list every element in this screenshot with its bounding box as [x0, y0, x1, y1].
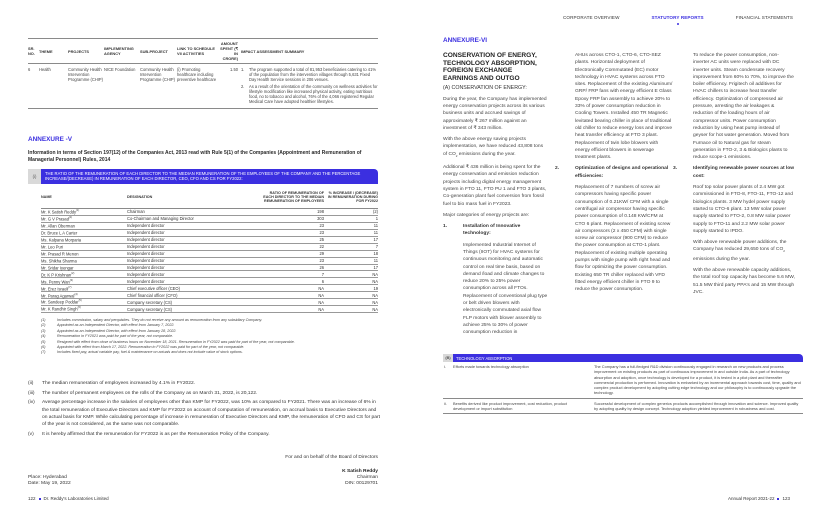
- ratio: NA: [318, 292, 324, 298]
- technology-banner: [443, 354, 803, 362]
- table-row: [41, 265, 378, 272]
- footnote: (5) Resigned with effect from close of business hours on November 18, 2021. Remuneration in FY2022 was paid for part of the year, not comparable.: [41, 339, 295, 344]
- remuneration-banner: [28, 169, 378, 184]
- remuneration-rows: [41, 209, 378, 313]
- agency: NICE Foundation: [104, 67, 136, 72]
- percent-change: 11: [373, 258, 378, 264]
- director-name: Mr. Erez Israeli$^{(7)}$: [41, 285, 72, 291]
- footer-left: [28, 496, 109, 501]
- percent-change: NA: [372, 292, 378, 298]
- amount-spent: 1.50: [230, 67, 238, 72]
- table-row: i. Efforts made towards technology absorption The Company has a full-fledged R&D division continuously engaged in research on new products and process improvement on existing products as part of continuous improvement in and outside India. As a part of technology absorption and adoption, once technology is developed for a product, it is tested in a pilot plant and thereafter commercial production is performed. Innovation is embarked by an incremental approach towards cost, time, quality and complex product development by adopting cutting edge technology and our philosophy is to continuously upgrade the technology.: [443, 362, 803, 399]
- designation: Independent director: [127, 230, 165, 236]
- banner-number: (B): [443, 354, 453, 362]
- header-link: LINK TO SCHEDULE VII ACTIVITIES: [177, 46, 215, 56]
- banner-number: (i): [28, 169, 41, 184]
- theme: Health: [39, 67, 51, 72]
- banner-text: TECHNOLOGY ABSORPTION: [453, 354, 803, 362]
- footnote: (2) Appointed as an Independent Director, with effect from January 7, 2022.: [41, 323, 175, 328]
- percent-change: 17: [373, 264, 378, 270]
- impact-summary: [241, 67, 378, 106]
- paragraph: With the above renewable capacity additions, the total roof top capacity has become 5.6 MW, 51.5 MW third party PPA's and 15 MW through JVC.: [693, 267, 795, 295]
- technology-absorption-section: [443, 354, 803, 414]
- table-row: ii. Benefits derived like product improvement, cost reduction, product development or import substitution Successful development of complex generics products accomplished through innovation and science. Improved quality by adopting quality by design concept. Technology adoption yielded improvement in robustness and cost.: [443, 399, 803, 415]
- percent-change: 17: [373, 237, 378, 243]
- table-row: [41, 285, 378, 292]
- table-row: [28, 64, 378, 108]
- column-1: [443, 52, 548, 341]
- percent-change: (2): [372, 209, 378, 215]
- disclosure-point: (iv) Average percentage increase in the salaries of employees other than KMP for FY2022, was 10% as compared to FY2021. There was an increase of 6% in the total remuneration of Executive Directors and KMP for FY2022 on account of computation of remuneration, on accrual basis to Executive Directors and on actual basis for KMP. While calculating percentage of increase in remuneration of Executive Directors and KMP, the remuneration of CFO and CS for part of the year is not considered, as the same was not comparable.: [28, 400, 380, 428]
- table-row: [41, 216, 378, 223]
- ratio: NA: [318, 299, 324, 305]
- page-number: 122: [28, 496, 36, 501]
- ratio: 7: [321, 271, 324, 277]
- header-amount: AMOUNT SPENT (₹ IN CRORE): [220, 41, 238, 61]
- director-name: Mr. Prasad R Menon: [41, 251, 79, 257]
- category-heading: 1. Installation of Innovative technology:: [443, 224, 521, 237]
- director-name: Dr. K P Krishnan$^{(2)}$: [41, 271, 75, 278]
- annexure-v-info: Information in terms of Section 197(12) of the Companies Act, 2013 read with Rule 5(1) of the Companies (Appointment and Remuneration of Managerial Personnel) Rules, 2014: [28, 150, 362, 163]
- footnote: (7) Includes fixed pay, actual variable pay, fuel & maintenance on actuals and does not include value of stock options.: [41, 350, 243, 355]
- table-row: [41, 271, 378, 278]
- header-sr-no: SR. NO.: [28, 46, 35, 56]
- director-name: Mr. Leo Puri: [41, 244, 64, 250]
- paragraph: To reduce the power consumption, non-inverter AC units were replaced with DC inverter units. Steam condensate recovery improvement from 60% to 70%, to improve the boiler efficiency. Frigitech oil additives for HVAC chillers to increase heat transfer efficiency. Optimization of compressed air pressure, arresting the air leakages & reduction of the loading hours of air compressor units. Power consumption reduction by using heat pump instead of geyser for hot water generation. Moved from Furnace oil to Natural gas for steam generation in FTO-2, 3 & Biologics plants to reduce scope-1 emissions.: [693, 53, 794, 161]
- date: Date: May 19, 2022: [28, 481, 71, 487]
- paragraph: Implemented Industrial Internet of Things (IIOT) for HVAC systems for continuous monitoring and automatic control on real time basis, based on demand /load and climate changes to reduce 20% to 25% power consumption across all FTOs. Replacement of conventional plug type or belt driven blowers with electronically commutated axial flow FLP motors with blower assembly to achieve 25% to 30% of power consumption reduction in: [463, 242, 548, 336]
- nav-financial-statements[interactable]: FINANCIAL STATEMENTS: [735, 15, 793, 20]
- subsection-heading: (A) CONSERVATION OF ENERGY:: [443, 85, 527, 92]
- footer-right: [728, 496, 790, 501]
- ratio: 6: [321, 278, 324, 284]
- header-projects: PROJECTS: [68, 48, 89, 54]
- column-2: [555, 52, 673, 298]
- director-name: Ms. Penny Wan$^{(3)}$: [41, 278, 73, 285]
- header-name: NAME: [41, 194, 52, 199]
- paragraph: Roof top solar power plants of 2.4 MW got commissioned in FTO-8, FTO-11, FTO-12 and biologics plants. 3 MW hydel power supply started to CTO-6 plant. 13 MW solar power supply started to FTO-2, 0.8 MW solar power supply to FTO-11 and 2.2 MW solar power supply started to IPDO.: [693, 185, 793, 234]
- designation: Independent director: [127, 237, 165, 243]
- csr-table: [28, 38, 378, 109]
- designation: Independent director: [127, 258, 165, 264]
- paragraph: During the year, the Company has implemented energy conservation projects across its various business units and accrued savings of approximately ₹ 267 million against an investment of ₹ 343 million.: [443, 96, 547, 131]
- disclosure-points: [28, 380, 380, 440]
- disclosure-point: (iii) The number of permanent employees on the rolls of the Company as on March 31, 2022, is 20,122.: [28, 390, 258, 396]
- director-name: Mr. K Satish Reddy$^{(1)}$: [41, 209, 80, 215]
- ratio: 23: [319, 258, 324, 264]
- category-heading: 2. Optimization of designs and operational efficiencies:: [555, 166, 669, 179]
- banner-text: THE RATIO OF THE REMUNERATION OF EACH DIRECTOR TO THE MEDIAN REMUNERATION OF THE EMPLOYEES OF THE COMPANY AND THE PERCENTAGE INCREASE/(DECREASE) IN REMUNERATION OF EACH DIRECTOR, CEO, CFO AND CS FOR FY2022:: [41, 169, 378, 184]
- designation: Company secretary (CS): [127, 306, 173, 312]
- table-row: [41, 258, 378, 265]
- director-name: Mr. K Randhir Singh$^{(6)}$: [41, 306, 81, 312]
- table-row: [41, 209, 378, 216]
- ratio: NA: [318, 306, 324, 312]
- percent-change: NA: [372, 306, 378, 312]
- paragraph: Additional ₹ 436 million is being spent for the energy conservation and emission reduction projects including digital energy management system in FTO 11, FTO PU 1 and FTO 3 plants, Co-generation plant fuel conversion from fossil fuel to bio mass fuel in FY2023.: [443, 165, 547, 207]
- designation: Chief executive officer (CEO): [127, 285, 180, 291]
- designation: Company secretary (CS): [127, 299, 173, 305]
- designation: Independent director: [127, 223, 165, 229]
- header-theme: THEME: [39, 48, 53, 54]
- header-change: % INCREASE / (DECREASE) IN REMUNERATION DURING FOR FY2022: [327, 190, 378, 203]
- remuneration-table-header: [41, 185, 378, 209]
- table-row: [41, 299, 378, 306]
- signature-block: [342, 469, 378, 488]
- signatory-name: K Satish Reddy: [342, 469, 378, 474]
- footnote: (1) Includes commission, salary and perquisites. They do not receive any amount as remuneration from any subsidiary Company.: [41, 318, 263, 322]
- sub-project: Community Health Intervention Programme (CHIP): [140, 67, 176, 82]
- report-name: Annual Report 2021-22: [727, 496, 775, 501]
- percent-change: NA: [372, 271, 378, 277]
- table-row: [41, 230, 378, 237]
- paragraph: Major categories of energy projects are:: [443, 212, 530, 218]
- ratio: 29: [319, 251, 324, 257]
- nav-corporate-overview[interactable]: CORPORATE OVERVIEW: [563, 15, 620, 20]
- director-name: Dr. Bruce L A Carter: [41, 230, 78, 236]
- header-ratio: RATIO OF REMUNERATION OF EACH DIRECTOR TO THE MEDIAN REMUNERATION OF EMPLOYEES: [263, 190, 324, 203]
- designation: Co-Chairman and Managing Director: [127, 216, 194, 222]
- bullet-icon: [39, 498, 41, 500]
- director-name: Ms. Shikha Sharma: [41, 258, 77, 264]
- project: Community Health Intervention Programme (CHIP): [68, 67, 104, 82]
- table-row: [41, 237, 378, 244]
- ratio: 25: [319, 237, 324, 243]
- designation: Chairman: [127, 209, 145, 215]
- paragraph: With above renewable power additions, the Company has reduced 29,650 tons of $CO_2$ emissions during the year.: [693, 240, 787, 262]
- designation: Independent director: [127, 278, 165, 284]
- header-agency: IMPLEMENTING AGENCY: [104, 46, 134, 56]
- category-heading: 3. Identifying renewable power sources at low cost:: [673, 166, 795, 179]
- signatory-din: DIN: 00129701: [345, 481, 378, 487]
- footnotes: [41, 318, 381, 356]
- designation: Independent director: [127, 244, 165, 250]
- company-name: Dr. Reddy's Laboratories Limited: [43, 496, 109, 501]
- table-row: [41, 292, 378, 299]
- table-row: [41, 306, 378, 313]
- top-navigation: [563, 15, 793, 20]
- impact-item: 1. The program supported a total of 81,953 beneficiaries catering to 41% of the population from the intervention villages through 5,631 Fixed Day Health Service sessions in 206 venues.: [241, 67, 376, 82]
- footnote: (6) Appointed with effect from March 17, 2022. Remuneration in FY2022 was paid for part of the year, not comparable.: [41, 345, 245, 350]
- column-3: [673, 52, 795, 300]
- percent-change: 1: [375, 216, 378, 222]
- director-name: Mr. G V Prasad$^{(1)}$: [41, 216, 73, 222]
- percent-change: 11: [373, 230, 378, 236]
- sr-no: 6: [28, 67, 31, 72]
- header-designation: DESIGNATION: [127, 194, 153, 199]
- place-date: [28, 475, 71, 487]
- behalf-text: For and on behalf of the Board of Directors: [285, 455, 378, 460]
- header-sub-project: SUB-PROJECT: [140, 48, 168, 54]
- ratio: 23: [319, 230, 324, 236]
- table-row: [41, 251, 378, 258]
- designation: Independent director: [127, 264, 165, 270]
- paragraph: AHUs across CTO-1, CTO-6, CTO-SEZ plants. Horizontal deployment of Electronically Commutated (EC) motor technology in HVAC systems across FTO sites. Replacement of the existing Aluminum/ GRP/ FRP fans with energy efficient E Glass Epoxy FRP fan assembly to achieve 20% to 33% of power consumption reduction in Cooling Towers. Installed 450 TR Magnetic levitated bearing chiller in place of traditional old chiller to reduce energy loss and improve heat transfer efficiency at FTO 3 plant. Replacement of twin lobe blowers with energy efficient blowers in sewerage treatment plants.: [575, 53, 673, 161]
- header-impact: IMPACT ASSESSMENT SUMMARY: [241, 48, 305, 54]
- impact-item: 2. As a result of the orientation of the community on wellness activities for lifestyle modification like increased physical activity, eating nutritious food, no to tobacco and alcohol, 76% of the 4,066 registered Regular Medical Care have adopted healthier lifestyles.: [241, 84, 378, 104]
- page-number: 123: [782, 496, 790, 501]
- director-name: Ms. Kalpana Morparia: [41, 237, 82, 243]
- designation: Chief financial officer (CFO): [127, 292, 178, 298]
- paragraph: With the above energy saving projects implementation, we have reduced 43,808 tons of $CO_2$ emissions during the year.: [443, 137, 544, 158]
- ratio: 22: [319, 244, 324, 250]
- link-schedule: (i) Promoting healthcare including preventive healthcare: [177, 67, 217, 82]
- bullet-icon: [777, 498, 779, 500]
- ratio: 23: [319, 223, 324, 229]
- designation: Independent director: [127, 251, 165, 257]
- percent-change: 18: [373, 251, 378, 257]
- csr-table-header: [28, 39, 378, 64]
- ratio: 26: [319, 264, 324, 270]
- footnote: (3) Appointed as an Independent Director, with effect from January 28, 2022.: [41, 328, 177, 333]
- director-name: Mr. Allan Oberman: [41, 223, 75, 229]
- signatory-title: Chairman: [356, 475, 378, 481]
- annexure-v-title: ANNEXURE -V: [28, 136, 73, 143]
- percent-change: NA: [372, 278, 378, 284]
- table-row: [41, 278, 378, 285]
- annexure-vi-title: ANNEXURE-VI: [443, 37, 488, 44]
- table-row: [41, 223, 378, 230]
- percent-change: 11: [373, 223, 378, 229]
- section-heading: CONSERVATION OF ENERGY, TECHNOLOGY ABSORPTION, FOREIGN EXCHANGE EARNINGS AND OUTGO: [443, 52, 537, 82]
- percent-change: NA: [372, 299, 378, 305]
- director-name: Mr. Parag Agarwal$^{(4)}$: [41, 292, 78, 298]
- footnote: (4) Remuneration in FY2021 was paid for part of the year, not comparable.: [41, 334, 174, 339]
- disclosure-point: (v) It is hereby affirmed that the remuneration for FY2022 is as per the Remuneration Policy of the Company.: [28, 431, 270, 437]
- ratio: 303: [317, 216, 324, 222]
- table-row: [41, 244, 378, 251]
- percent-change: 7: [375, 244, 378, 250]
- ratio: 198: [317, 209, 324, 215]
- remuneration-table: [41, 185, 378, 313]
- paragraph: Replacement of 7 numbers of screw air compressors having specific power consumption of 0.21KW/ CFM with a single centrifugal air compressor having specific power consumption of 0.148 KW/CFM at CTO 6 plant. Replacement of existing screw air compressors (2 x 450 CFM) with single screw air compressor (900 CFM) to reduce the power consumption at CTO-1 plant. Replacement of existing multiple operating pumps with single pump with right head and flow for optimizing the power consumption. Existing 650 TR chiller replaced with VFD fitted energy efficient chiller in FTO 9 to reduce the power consumption.: [575, 185, 671, 293]
- director-name: Mr. Sandeep Poddar$^{(5)}$: [41, 299, 82, 305]
- nav-statutory-reports[interactable]: STATUTORY REPORTS: [651, 15, 704, 20]
- disclosure-point: (ii) The median remuneration of employees increased by 4.1% in FY2022.: [28, 381, 196, 386]
- ratio: NA: [318, 285, 324, 291]
- designation: Independent director: [127, 271, 165, 277]
- director-name: Mr. Sridar Iyengar: [41, 265, 74, 271]
- percent-change: 19: [373, 285, 378, 291]
- place: Place: Hyderabad: [28, 475, 67, 480]
